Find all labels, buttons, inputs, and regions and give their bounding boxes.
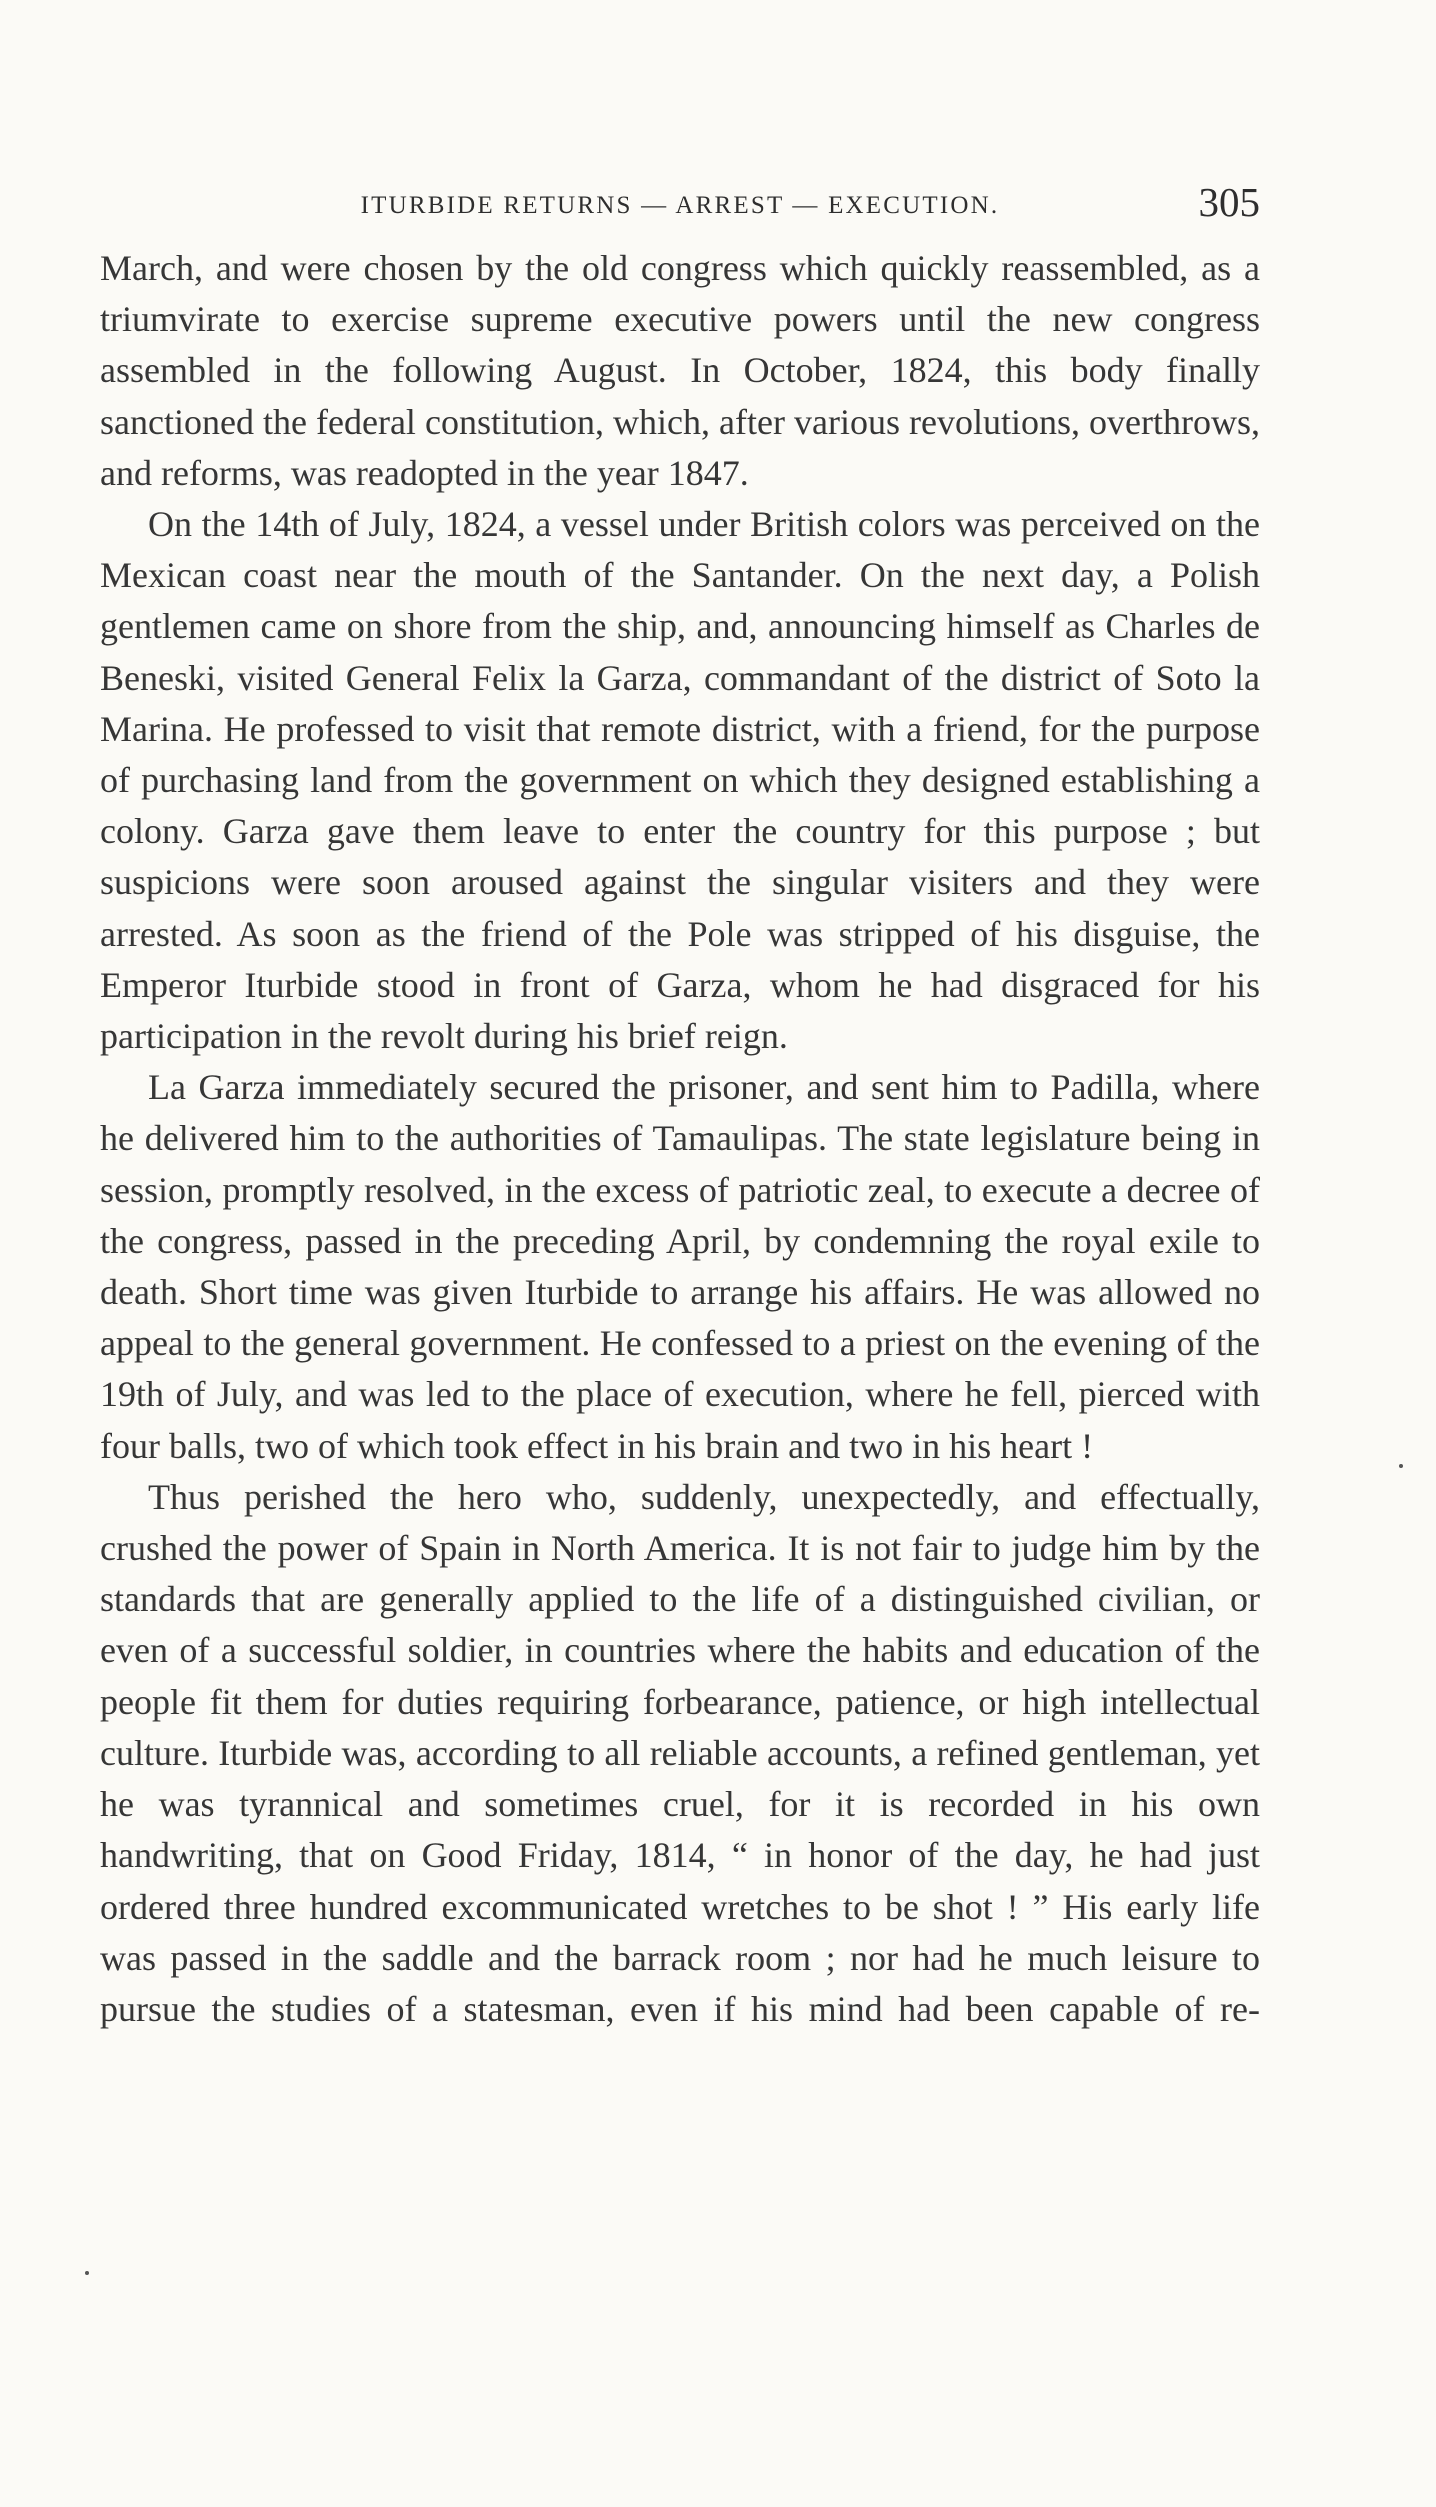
body-text: [100, 243, 1260, 2035]
paragraph-3: La Garza immediately secured the prisoner, and sent him to Padilla, where he delivered him to the authorities of Tamaulipas. The state legislature being in session, promptly resolved, in the excess of patriotic zeal, to execute a decree of the congress, passed in the preceding April, by condemning the royal exile to death. Short time was given Iturbide to arrange his affairs. He was allowed no appeal to the general government. He confessed to a priest on the evening of the 19th of July, and was led to the place of execution, where he fell, pierced with four balls, two of which took effect in his brain and two in his heart !: [100, 1067, 1260, 1466]
running-header: [100, 178, 1260, 238]
running-head-title: ITURBIDE RETURNS — ARREST — EXECUTION.: [360, 192, 1000, 219]
paragraph-2: On the 14th of July, 1824, a vessel under British colors was perceived on the Mexican coast near the mouth of the Santander. On the next day, a Polish gentlemen came on shore from the ship, and, announcing himself as Charles de Beneski, visited General Felix la Garza, commandant of the district of Soto la Marina. He professed to visit that remote district, with a friend, for the purpose of purchasing land from the government on which they designed establishing a colony. Garza gave them leave to enter the country for this purpose ; but suspicions were soon aroused against the singular visiters and they were arrested. As soon as the friend of the Pole was stripped of his disguise, the Emperor Iturbide stood in front of Garza, whom he had disgraced for his participation in the revolt during his brief reign.: [100, 504, 1260, 1057]
margin-speck: [1399, 1464, 1403, 1468]
paragraph-1: March, and were chosen by the old congress which quickly reassembled, as a triumvirate to exercise supreme executive powers until the new congress assembled in the following August. In October, 1824, this body finally sanctioned the federal constitution, which, after various revolutions, overthrows, and reforms, was readopted in the year 1847.: [100, 248, 1260, 493]
paragraph-4: Thus perished the hero who, suddenly, unexpectedly, and effectually, crushed the power of Spain in North America. It is not fair to judge him by the standards that are generally applied to the life of a distinguished civilian, or even of a successful soldier, in countries where the habits and education of the people fit them for duties requiring forbearance, patience, or high intellectual culture. Iturbide was, according to all reliable accounts, a refined gentleman, yet he was tyrannical and sometimes cruel, for it is recorded in his own handwriting, that on Good Friday, 1814, “ in honor of the day, he had just ordered three hundred excommunicated wretches to be shot ! ” His early life was passed in the saddle and the barrack room ; nor had he much leisure to pursue the studies of a statesman, even if his mind had been capable of re-: [100, 1476, 1260, 2029]
margin-speck: [85, 2271, 89, 2275]
page-number: 305: [1198, 179, 1260, 225]
